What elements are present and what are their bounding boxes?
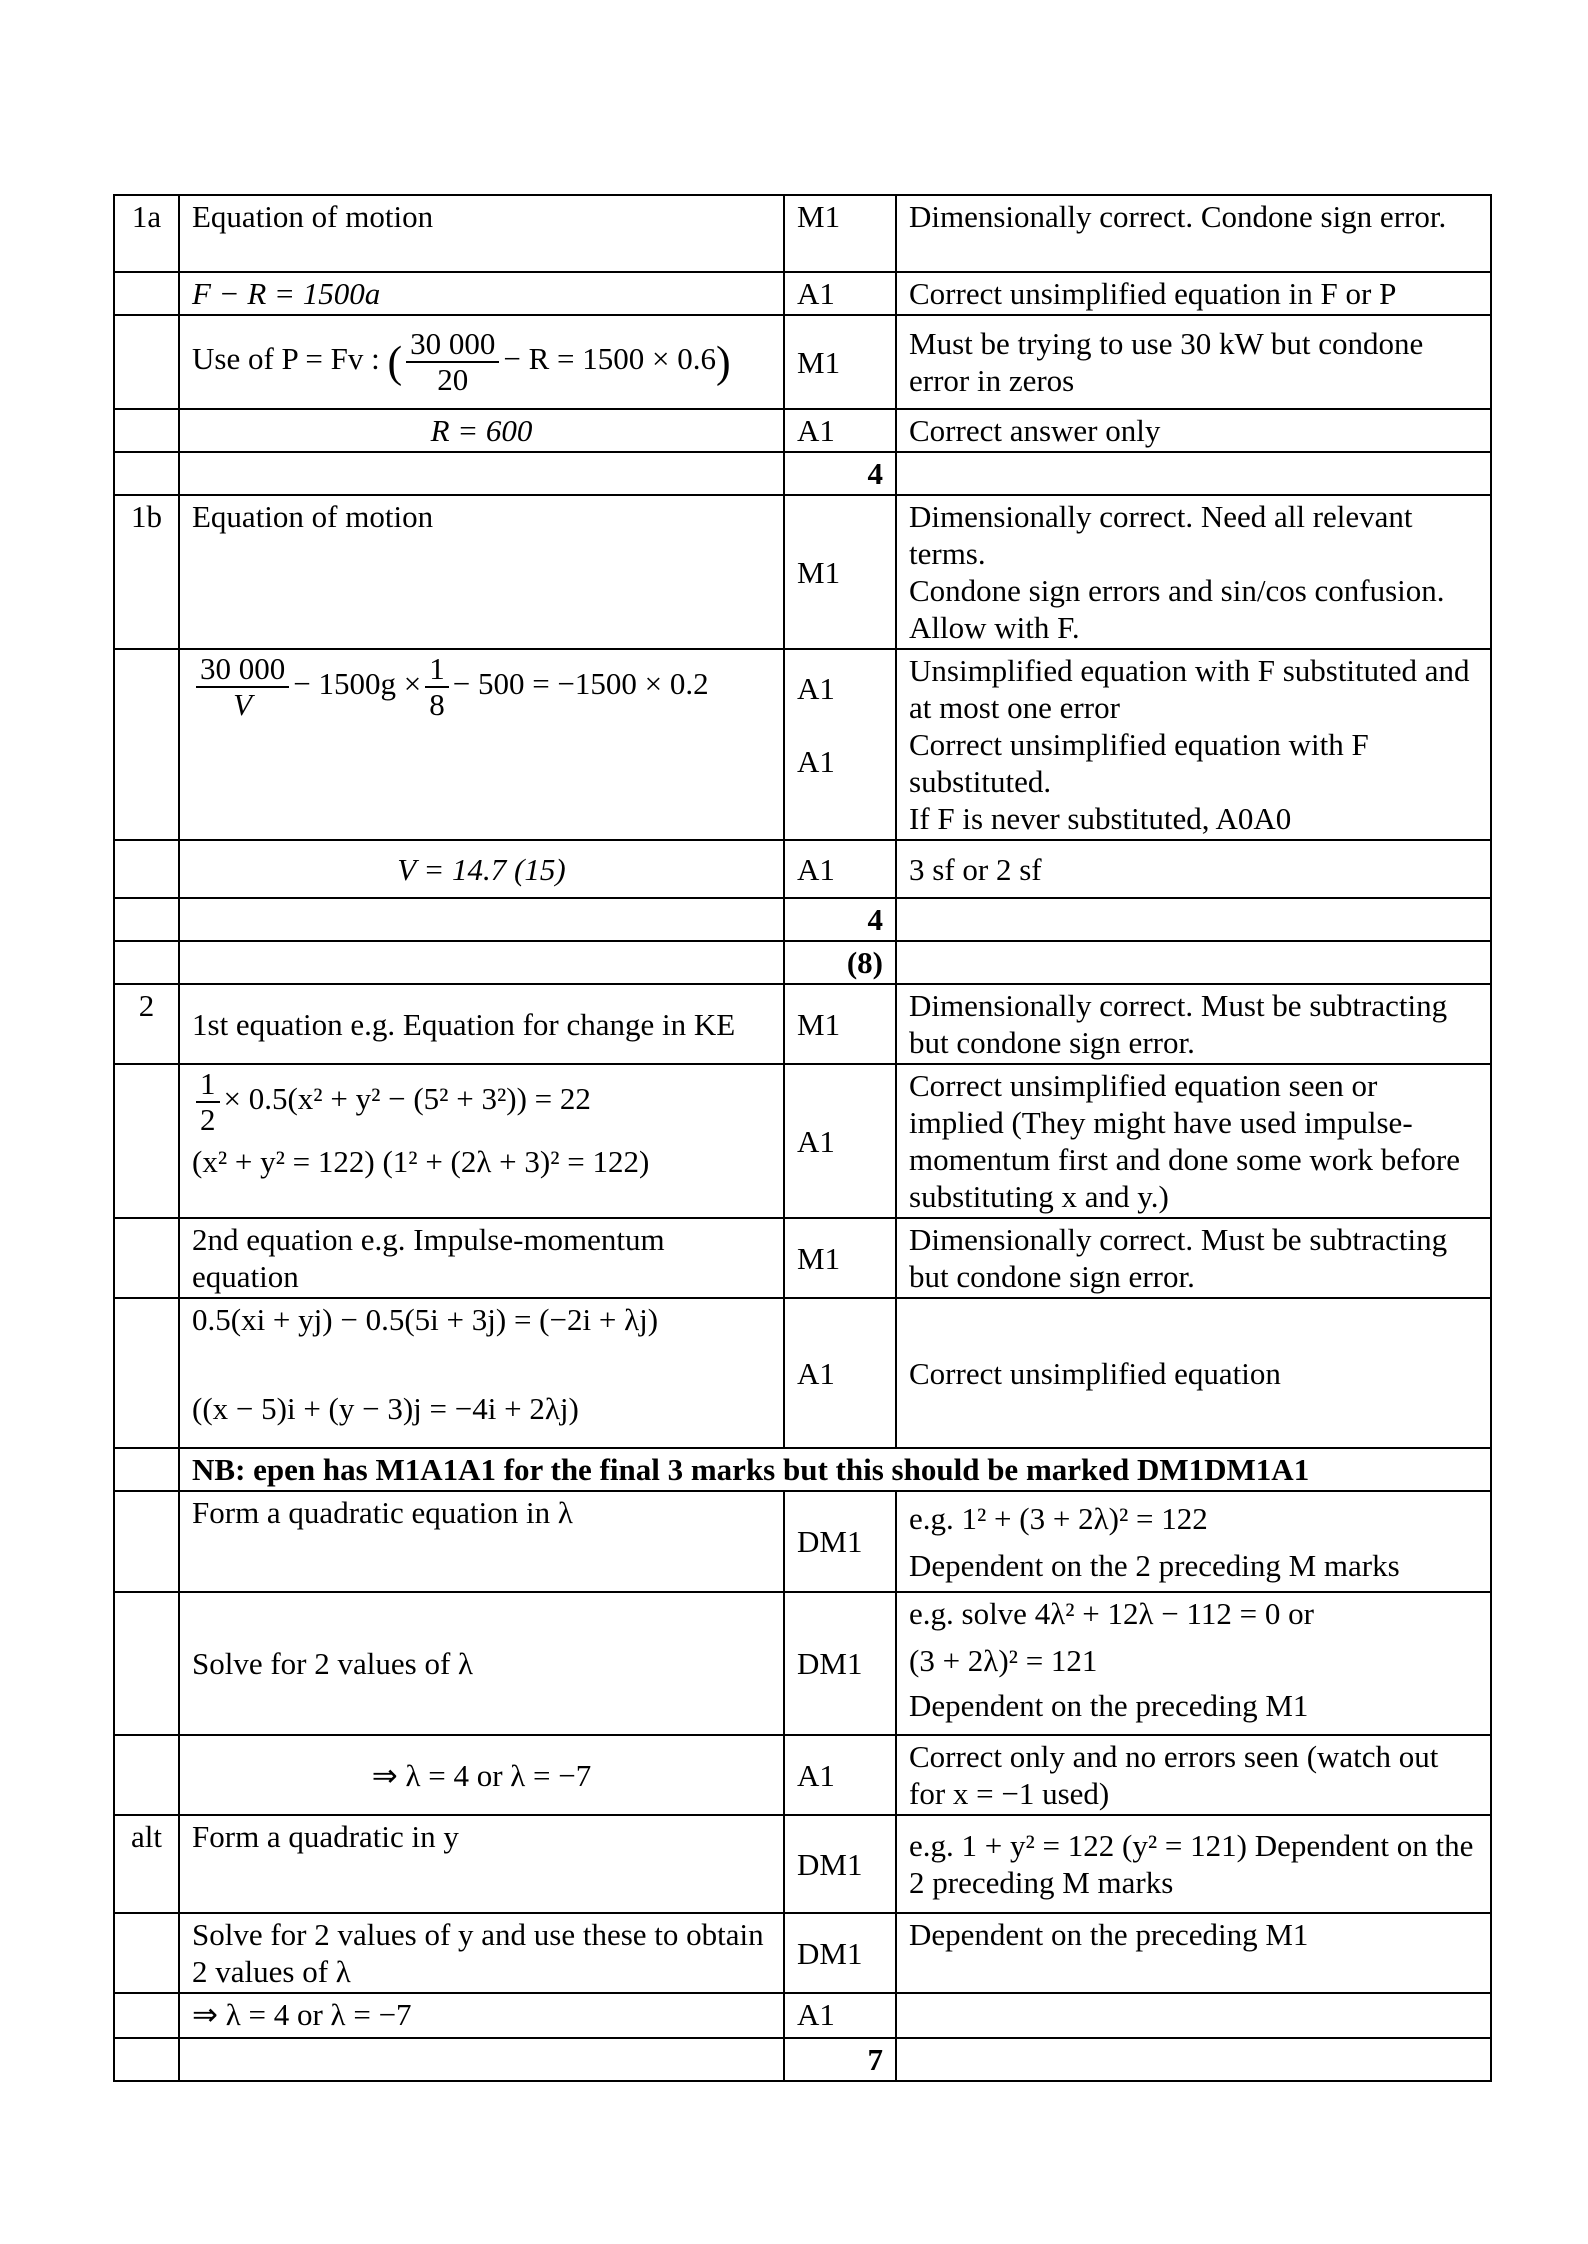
working: Form a quadratic equation in λ [179, 1491, 784, 1592]
working: V = 14.7 (15) [179, 840, 784, 898]
table-row [114, 1064, 1491, 1218]
mark: A1 [784, 409, 896, 452]
note: Dimensionally correct. Must be subtracting but condone sign error. [896, 1218, 1491, 1298]
working: F − R = 1500a [179, 272, 784, 315]
mark: DM1 [784, 1815, 896, 1913]
question-number: 1b [114, 495, 179, 649]
working: $\frac{1}{2}$ × 0.5(x² + y² − (5² + 3²)) = 22 (x² + y² = 122) (1² + (2λ + 3)² = 122) [179, 1064, 784, 1218]
table-row [114, 1993, 1491, 2038]
mark: A1 [784, 1735, 896, 1815]
mark: DM1 [784, 1913, 896, 1993]
mark: M1 [784, 984, 896, 1064]
note: Correct answer only [896, 409, 1491, 452]
mark: M1 [784, 495, 896, 649]
table-row [114, 272, 1491, 315]
mark: A1 [784, 1993, 896, 2038]
mark-scheme-table [113, 194, 1492, 2082]
working: Equation of motion [179, 495, 784, 649]
fraction: $\frac{30 000}{20}$ [406, 327, 499, 397]
total-row [114, 898, 1491, 941]
note: Correct unsimplified equation in F or P [896, 272, 1491, 315]
working: Use of P = Fv : ( $\frac{30 000}{20}$ − R = 1500 × 0.6) [179, 315, 784, 409]
table-row [114, 1913, 1491, 1993]
nb-note: NB: epen has M1A1A1 for the final 3 marks but this should be marked DM1DM1A1 [179, 1448, 1491, 1491]
note: e.g. solve 4λ² + 12λ − 112 = 0 or (3 + 2λ)² = 121 Dependent on the preceding M1 [896, 1592, 1491, 1735]
table-row [114, 1592, 1491, 1735]
table-row [114, 1298, 1491, 1448]
table-row [114, 1491, 1491, 1592]
table-row [114, 195, 1491, 272]
working: Solve for 2 values of y and use these to obtain 2 values of λ [179, 1913, 784, 1993]
working: 2nd equation e.g. Impulse-momentum equation [179, 1218, 784, 1298]
note: e.g. 1 + y² = 122 (y² = 121) Dependent on the 2 preceding M marks [896, 1815, 1491, 1913]
working: Solve for 2 values of λ [179, 1592, 784, 1735]
note: Dependent on the preceding M1 [896, 1913, 1491, 1993]
working: 0.5(xi + yj) − 0.5(5i + 3j) = (−2i + λj) ((x − 5)i + (y − 3)j = −4i + 2λj) [179, 1298, 784, 1448]
table-row [114, 984, 1491, 1064]
total-row [114, 2038, 1491, 2081]
mark: M1 [784, 315, 896, 409]
table-row [114, 409, 1491, 452]
mark: DM1 [784, 1592, 896, 1735]
note: Correct only and no errors seen (watch out for x = −1 used) [896, 1735, 1491, 1815]
mark: A1 A1 [784, 649, 896, 840]
mark: A1 [784, 1064, 896, 1218]
table-row [114, 649, 1491, 840]
mark: A1 [784, 272, 896, 315]
question-number: 2 [114, 984, 179, 1064]
table-row [114, 840, 1491, 898]
note: Dimensionally correct. Must be subtracting but condone sign error. [896, 984, 1491, 1064]
table-row [114, 1815, 1491, 1913]
total-row [114, 941, 1491, 984]
note: 3 sf or 2 sf [896, 840, 1491, 898]
table-row [114, 495, 1491, 649]
note: Correct unsimplified equation seen or implied (They might have used impulse-momentum first and done some work before substituting x and y.) [896, 1064, 1491, 1218]
working: ⇒ λ = 4 or λ = −7 [179, 1993, 784, 2038]
note: Dimensionally correct. Need all relevant terms. Condone sign errors and sin/cos confusion. Allow with F. [896, 495, 1491, 649]
note: Correct unsimplified equation [896, 1298, 1491, 1448]
alt-label: alt [114, 1815, 179, 1913]
working: R = 600 [179, 409, 784, 452]
mark: A1 [784, 840, 896, 898]
note: Unsimplified equation with F substituted and at most one error Correct unsimplified equation with F substituted. If F is never substituted, A0A0 [896, 649, 1491, 840]
note: e.g. 1² + (3 + 2λ)² = 122 Dependent on the 2 preceding M marks [896, 1491, 1491, 1592]
note: Must be trying to use 30 kW but condone error in zeros [896, 315, 1491, 409]
working: Equation of motion [179, 195, 784, 272]
total-marks: 7 [784, 2038, 896, 2081]
nb-row [114, 1448, 1491, 1491]
table-row [114, 1735, 1491, 1815]
total-marks: 4 [784, 452, 896, 495]
mark: M1 [784, 195, 896, 272]
working: Form a quadratic in y [179, 1815, 784, 1913]
working: 1st equation e.g. Equation for change in KE [179, 984, 784, 1064]
mark: M1 [784, 1218, 896, 1298]
working: ⇒ λ = 4 or λ = −7 [179, 1735, 784, 1815]
grand-total: (8) [784, 941, 896, 984]
working: $\frac{30 000}{V}$ − 1500g × $\frac{1}{8}$ − 500 = −1500 × 0.2 [179, 649, 784, 840]
mark: DM1 [784, 1491, 896, 1592]
table-row [114, 1218, 1491, 1298]
table-row [114, 315, 1491, 409]
mark: A1 [784, 1298, 896, 1448]
question-number: 1a [114, 195, 179, 272]
total-marks: 4 [784, 898, 896, 941]
total-row [114, 452, 1491, 495]
note: Dimensionally correct. Condone sign error. [896, 195, 1491, 272]
